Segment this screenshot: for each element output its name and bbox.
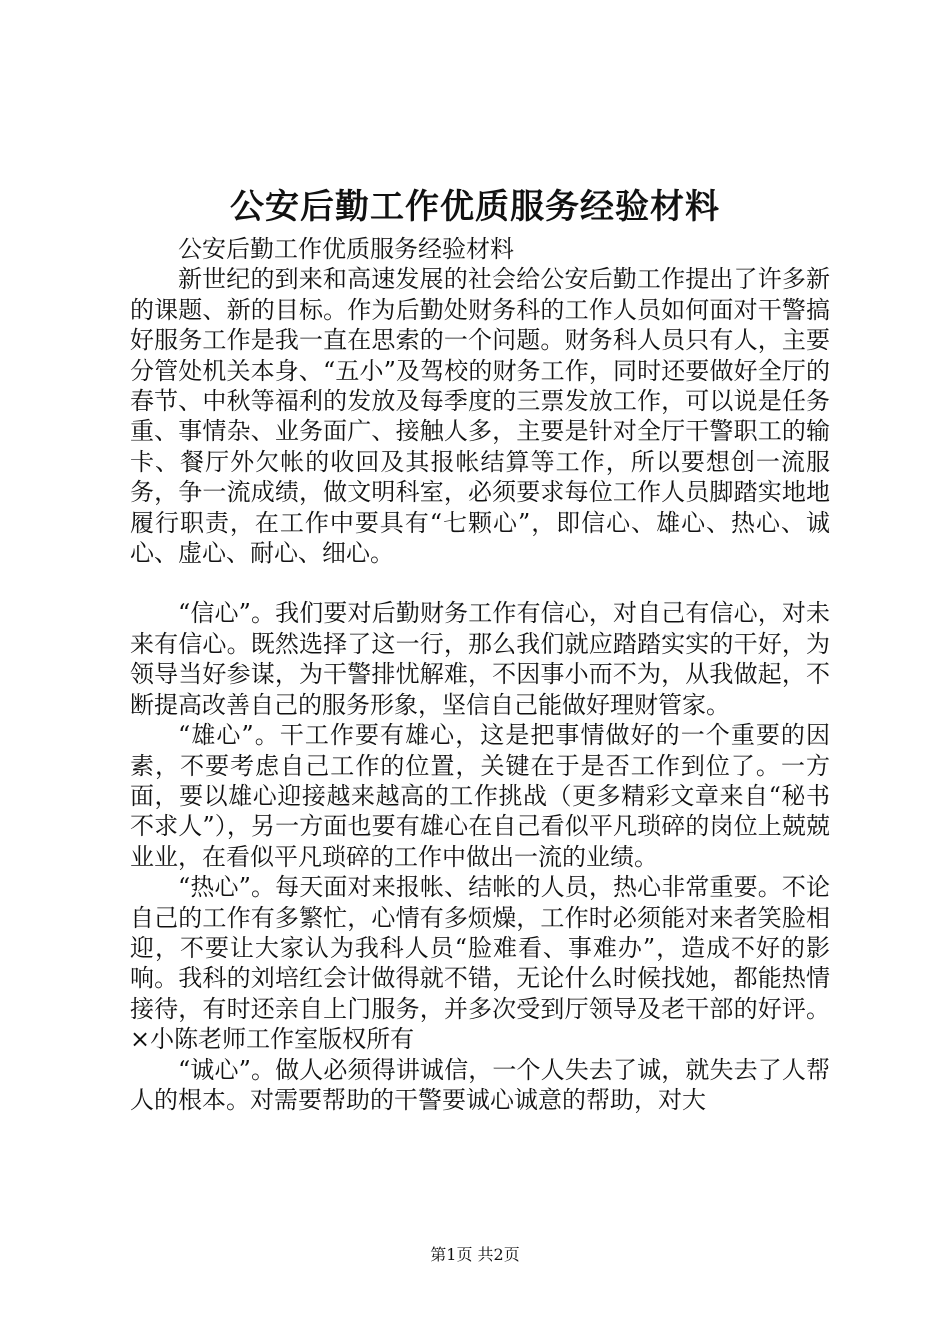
intro-paragraph: 新世纪的到来和高速发展的社会给公安后勤工作提出了许多新的课题、新的目标。作为后勤处财务科的工作人员如何面对干警搞好服务工作是我一直在思索的一个问题。财务科人员只有人，主要分管处机关本身、“五小”及驾校的财务工作，同时还要做好全厅的春节、中秋等福利的发放及每季度的三票发放工作，可以说是任务重、事情杂、业务面广、接触人多，主要是针对全厅干警职工的输卡、餐厅外欠帐的收回及其报帐结算等工作，所以要想创一流服务，争一流成绩，做文明科室，必须要求每位工作人员脚踏实地地履行职责，在工作中要具有“七颗心”，即信心、雄心、热心、诚心、虚心、耐心、细心。 — [130, 265, 830, 568]
sincerity-paragraph: “诚心”。做人必须得讲诚信，一个人失去了诚，就失去了人帮人的根本。对需要帮助的干警要诚心诚意的帮助，对大 — [130, 1055, 830, 1114]
page-footer: 第1页 共2页 — [430, 1245, 520, 1264]
enthusiasm-paragraph: “热心”。每天面对来报帐、结帐的人员，热心非常重要。不论自己的工作有多繁忙，心情有多烦燥，工作时必须能对来者笑脸相迎，不要让大家认为我科人员“脸难看、事难办”，造成不好的影响。我科的刘培红会计做得就不错，无论什么时候找她，都能热情接待，有时还亲自上门服务，并多次受到厅领导及老干部的好评。×小陈老师工作室版权所有 — [130, 873, 830, 1054]
ambition-paragraph: “雄心”。干工作要有雄心，这是把事情做好的一个重要的因素，不要考虑自己工作的位置，关键在于是否工作到位了。一方面，要以雄心迎接越来越高的工作挑战（更多精彩文章来自“秘书不求人”），另一方面也要有雄心在自己看似平凡琐碎的岗位上兢兢业业，在看似平凡琐碎的工作中做出一流的业绩。 — [130, 721, 830, 871]
confidence-paragraph: “信心”。我们要对后勤财务工作有信心，对自己有信心，对未来有信心。既然选择了这一行，那么我们就应踏踏实实的干好，为领导当好参谋，为干警排忧解难，不因事小而不为，从我做起，不断提高改善自己的服务形象，坚信自己能做好理财管家。 — [130, 599, 830, 719]
document-title: 公安后勤工作优质服务经验材料 — [230, 187, 720, 227]
document-body — [130, 234, 830, 1115]
subtitle-paragraph: 公安后勤工作优质服务经验材料 — [178, 235, 514, 263]
